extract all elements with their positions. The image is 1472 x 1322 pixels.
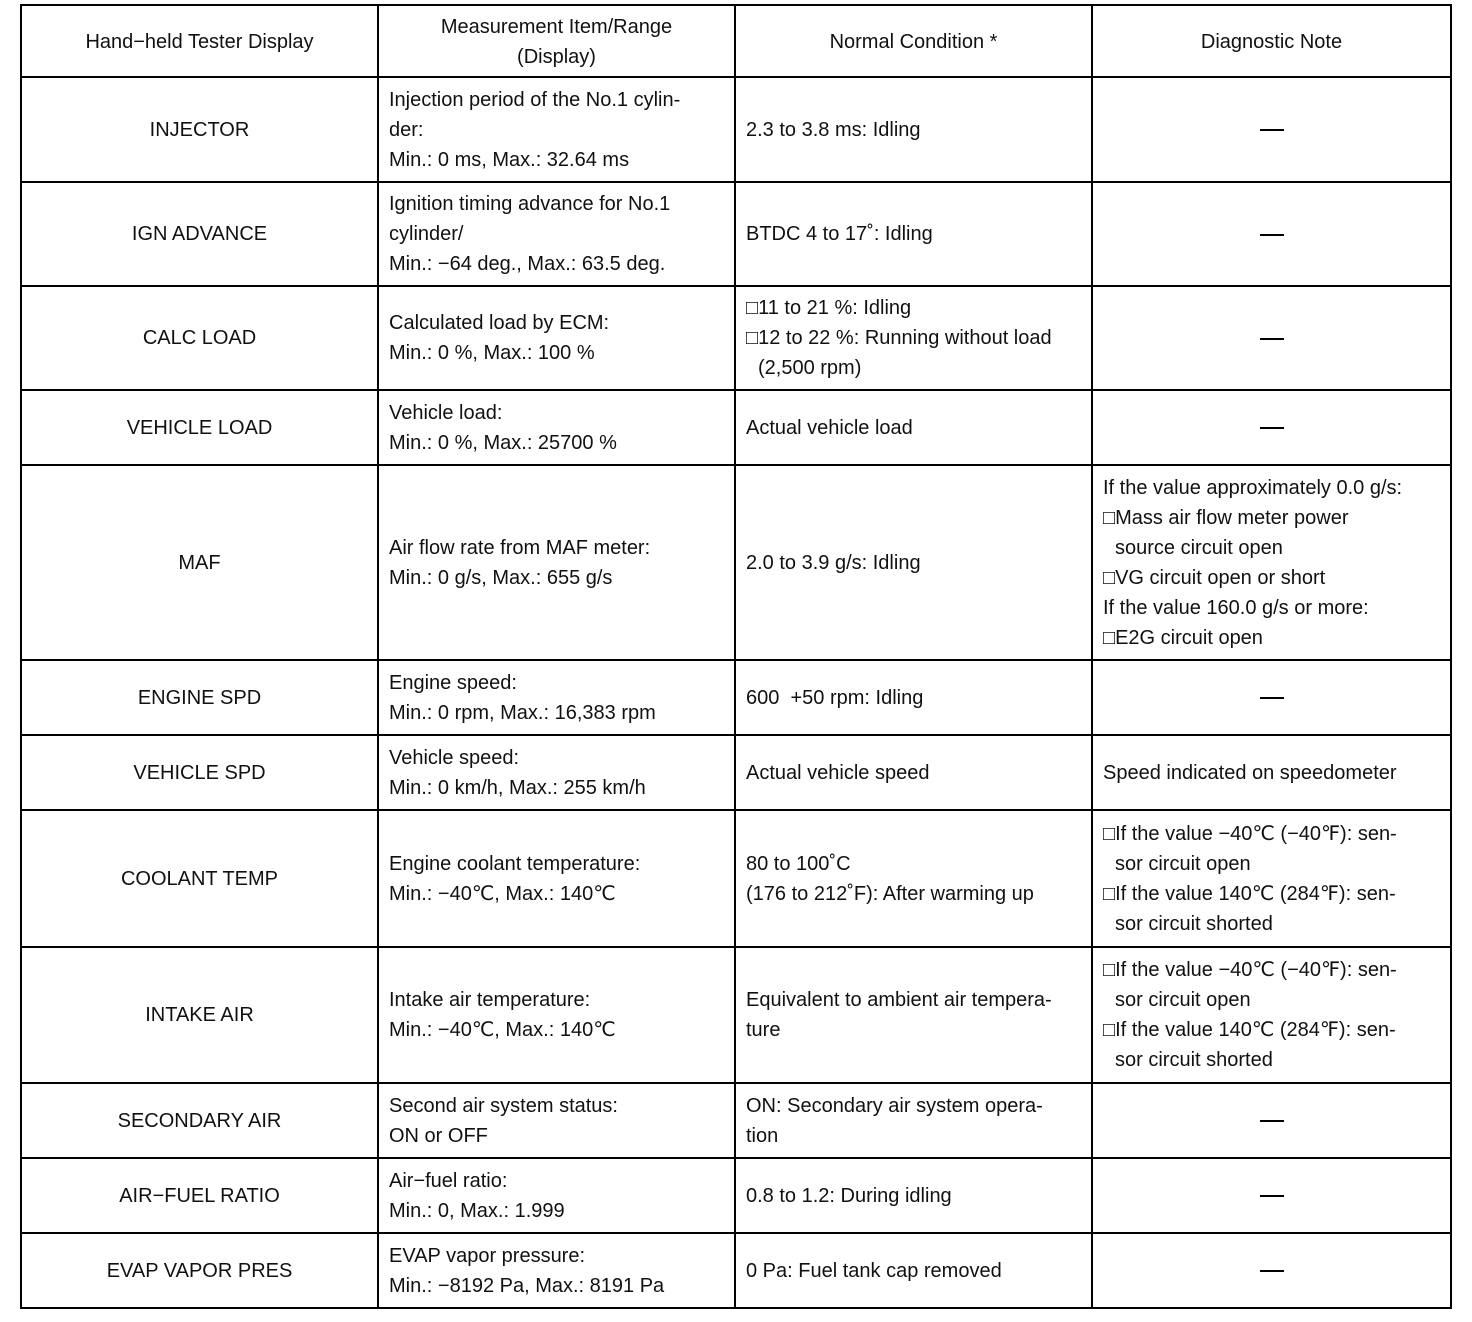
cell-normal-condition-line: 600 +50 rpm: Idling [746, 686, 924, 709]
cell-measurement-line: Min.: 0 km/h, Max.: 255 km/h [389, 776, 646, 799]
cell-measurement-line: Min.: 0 rpm, Max.: 16,383 rpm [389, 701, 656, 724]
cell-diagnostic-note-line: source circuit open [1115, 536, 1283, 559]
cell-normal-condition-line: 2.0 to 3.9 g/s: Idling [746, 551, 921, 574]
cell-diagnostic-note-line: If the value 160.0 g/s or more: [1103, 596, 1369, 619]
cell-measurement-line: der: [389, 118, 424, 141]
table-row [21, 390, 1451, 465]
cell-normal-condition [735, 465, 1092, 660]
cell-diagnostic-note-line: If the value approximately 0.0 g/s: [1103, 476, 1403, 499]
cell-normal-condition-line: 0.8 to 1.2: During idling [746, 1184, 952, 1207]
cell-diagnostic-note [1092, 1233, 1451, 1308]
cell-diagnostic-note [1092, 810, 1451, 947]
cell-normal-condition [735, 286, 1092, 390]
cell-measurement-line: Min.: −8192 Pa, Max.: 8191 Pa [389, 1274, 665, 1297]
cell-normal-condition-line: 80 to 100˚C [746, 852, 851, 875]
cell-normal-condition-line: Actual vehicle speed [746, 761, 930, 784]
table-row [21, 182, 1451, 286]
cell-display: ENGINE SPD [21, 660, 378, 735]
cell-normal-condition-line: Actual vehicle load [746, 416, 913, 439]
cell-measurement-line: Engine speed: [389, 671, 517, 694]
cell-measurement-line: Min.: 0 ms, Max.: 32.64 ms [389, 148, 630, 171]
spec-sheet [20, 4, 1452, 1309]
cell-diagnostic-note [1092, 660, 1451, 735]
cell-measurement-line: Ignition timing advance for No.1 [389, 193, 671, 215]
em-dash-mark [1260, 129, 1284, 131]
cell-measurement-line: ON or OFF [389, 1124, 488, 1147]
cell-measurement [378, 77, 735, 182]
cell-diagnostic-note [1092, 735, 1451, 810]
cell-normal-condition-line: ture [746, 1019, 781, 1041]
cell-measurement [378, 286, 735, 390]
table-row [21, 810, 1451, 947]
cell-measurement-line: Min.: −40℃, Max.: 140℃ [389, 882, 616, 905]
cell-diagnostic-note-line: sor circuit open [1115, 852, 1251, 875]
cell-normal-condition-line: □11 to 21 %: Idling [746, 297, 912, 319]
cell-normal-condition [735, 660, 1092, 735]
em-dash-mark [1260, 427, 1284, 429]
cell-display: INJECTOR [21, 77, 378, 182]
cell-measurement [378, 465, 735, 660]
cell-measurement-line: Vehicle load: [389, 401, 503, 424]
cell-normal-condition [735, 182, 1092, 286]
table-row [21, 465, 1451, 660]
cell-diagnostic-note [1092, 465, 1451, 660]
cell-diagnostic-note-line: □If the value 140℃ (284℉): sen- [1103, 882, 1396, 905]
cell-diagnostic-note-line: □If the value −40℃ (−40℉): sen- [1103, 959, 1397, 981]
cell-diagnostic-note-line: □Mass air flow meter power [1103, 506, 1349, 529]
cell-normal-condition-line: tion [746, 1124, 779, 1147]
cell-normal-condition-line: ON: Secondary air system opera- [746, 1094, 1043, 1117]
cell-diagnostic-note [1092, 182, 1451, 286]
cell-normal-condition-line: Equivalent to ambient air tempera- [746, 989, 1052, 1011]
em-dash-mark [1260, 234, 1284, 236]
table-row [21, 947, 1451, 1083]
cell-measurement-line: Intake air temperature: [389, 989, 591, 1011]
cell-measurement-line: Injection period of the No.1 cylin- [389, 88, 681, 111]
em-dash-mark [1260, 1270, 1284, 1272]
header-normal-condition: Normal Condition * [735, 5, 1092, 77]
cell-measurement [378, 660, 735, 735]
cell-normal-condition [735, 1233, 1092, 1308]
cell-normal-condition [735, 1158, 1092, 1233]
cell-measurement-line: cylinder/ [389, 223, 464, 245]
cell-measurement [378, 1233, 735, 1308]
cell-measurement-line: Air−fuel ratio: [389, 1169, 508, 1192]
cell-normal-condition [735, 947, 1092, 1083]
cell-display: SECONDARY AIR [21, 1083, 378, 1158]
cell-display: IGN ADVANCE [21, 182, 378, 286]
cell-measurement [378, 947, 735, 1083]
cell-diagnostic-note-line: Speed indicated on speedometer [1103, 761, 1397, 784]
cell-normal-condition [735, 1083, 1092, 1158]
cell-diagnostic-note [1092, 947, 1451, 1083]
cell-normal-condition-line: BTDC 4 to 17˚: Idling [746, 223, 933, 245]
table-row [21, 1158, 1451, 1233]
header-display: Hand−held Tester Display [21, 5, 378, 77]
cell-normal-condition-line: (176 to 212˚F): After warming up [746, 882, 1034, 905]
cell-display: CALC LOAD [21, 286, 378, 390]
cell-display: INTAKE AIR [21, 947, 378, 1083]
header-measurement: Measurement Item/Range (Display) [378, 5, 735, 77]
cell-diagnostic-note-line: sor circuit shorted [1115, 912, 1273, 935]
data-list-table [20, 4, 1452, 1309]
table-row [21, 1233, 1451, 1308]
cell-display: VEHICLE SPD [21, 735, 378, 810]
cell-diagnostic-note [1092, 1158, 1451, 1233]
cell-measurement [378, 182, 735, 286]
cell-diagnostic-note-line: □If the value −40℃ (−40℉): sen- [1103, 822, 1397, 845]
cell-diagnostic-note-line: sor circuit shorted [1115, 1049, 1273, 1071]
em-dash-mark [1260, 338, 1284, 340]
cell-measurement [378, 1083, 735, 1158]
cell-measurement-line: Min.: 0, Max.: 1.999 [389, 1199, 565, 1222]
cell-normal-condition-line: □12 to 22 %: Running without load [746, 327, 1052, 349]
cell-measurement-line: Engine coolant temperature: [389, 852, 641, 875]
cell-normal-condition [735, 810, 1092, 947]
table-row [21, 735, 1451, 810]
cell-display: EVAP VAPOR PRES [21, 1233, 378, 1308]
cell-measurement-line: Min.: −64 deg., Max.: 63.5 deg. [389, 253, 666, 275]
cell-normal-condition-line: 2.3 to 3.8 ms: Idling [746, 118, 921, 141]
cell-measurement-line: Min.: 0 %, Max.: 25700 % [389, 431, 617, 454]
cell-measurement [378, 1158, 735, 1233]
cell-measurement [378, 390, 735, 465]
cell-measurement-line: EVAP vapor pressure: [389, 1244, 586, 1267]
cell-measurement-line: Vehicle speed: [389, 746, 520, 769]
cell-diagnostic-note-line: sor circuit open [1115, 989, 1251, 1011]
table-row [21, 77, 1451, 182]
table-row [21, 1083, 1451, 1158]
cell-display: MAF [21, 465, 378, 660]
cell-diagnostic-note [1092, 77, 1451, 182]
cell-measurement-line: Calculated load by ECM: [389, 312, 610, 334]
cell-diagnostic-note [1092, 1083, 1451, 1158]
cell-measurement-line: Min.: −40℃, Max.: 140℃ [389, 1019, 616, 1041]
cell-display: COOLANT TEMP [21, 810, 378, 947]
cell-normal-condition [735, 77, 1092, 182]
table-row [21, 286, 1451, 390]
cell-measurement-line: Min.: 0 g/s, Max.: 655 g/s [389, 566, 613, 589]
cell-measurement [378, 810, 735, 947]
cell-display: VEHICLE LOAD [21, 390, 378, 465]
cell-display: AIR−FUEL RATIO [21, 1158, 378, 1233]
cell-normal-condition [735, 390, 1092, 465]
cell-measurement-line: Min.: 0 %, Max.: 100 % [389, 342, 595, 364]
em-dash-mark [1260, 1120, 1284, 1122]
cell-measurement-line: Second air system status: [389, 1094, 618, 1117]
cell-diagnostic-note-line: □E2G circuit open [1103, 626, 1263, 649]
cell-measurement-line: Air flow rate from MAF meter: [389, 536, 651, 559]
cell-diagnostic-note [1092, 286, 1451, 390]
header-row [21, 5, 1451, 77]
header-diagnostic-note: Diagnostic Note [1092, 5, 1451, 77]
cell-diagnostic-note [1092, 390, 1451, 465]
cell-diagnostic-note-line: □VG circuit open or short [1103, 566, 1326, 589]
em-dash-mark [1260, 697, 1284, 699]
cell-normal-condition-line: (2,500 rpm) [758, 357, 862, 379]
em-dash-mark [1260, 1195, 1284, 1197]
cell-normal-condition [735, 735, 1092, 810]
cell-measurement [378, 735, 735, 810]
table-row [21, 660, 1451, 735]
cell-normal-condition-line: 0 Pa: Fuel tank cap removed [746, 1259, 1002, 1282]
cell-diagnostic-note-line: □If the value 140℃ (284℉): sen- [1103, 1019, 1396, 1041]
